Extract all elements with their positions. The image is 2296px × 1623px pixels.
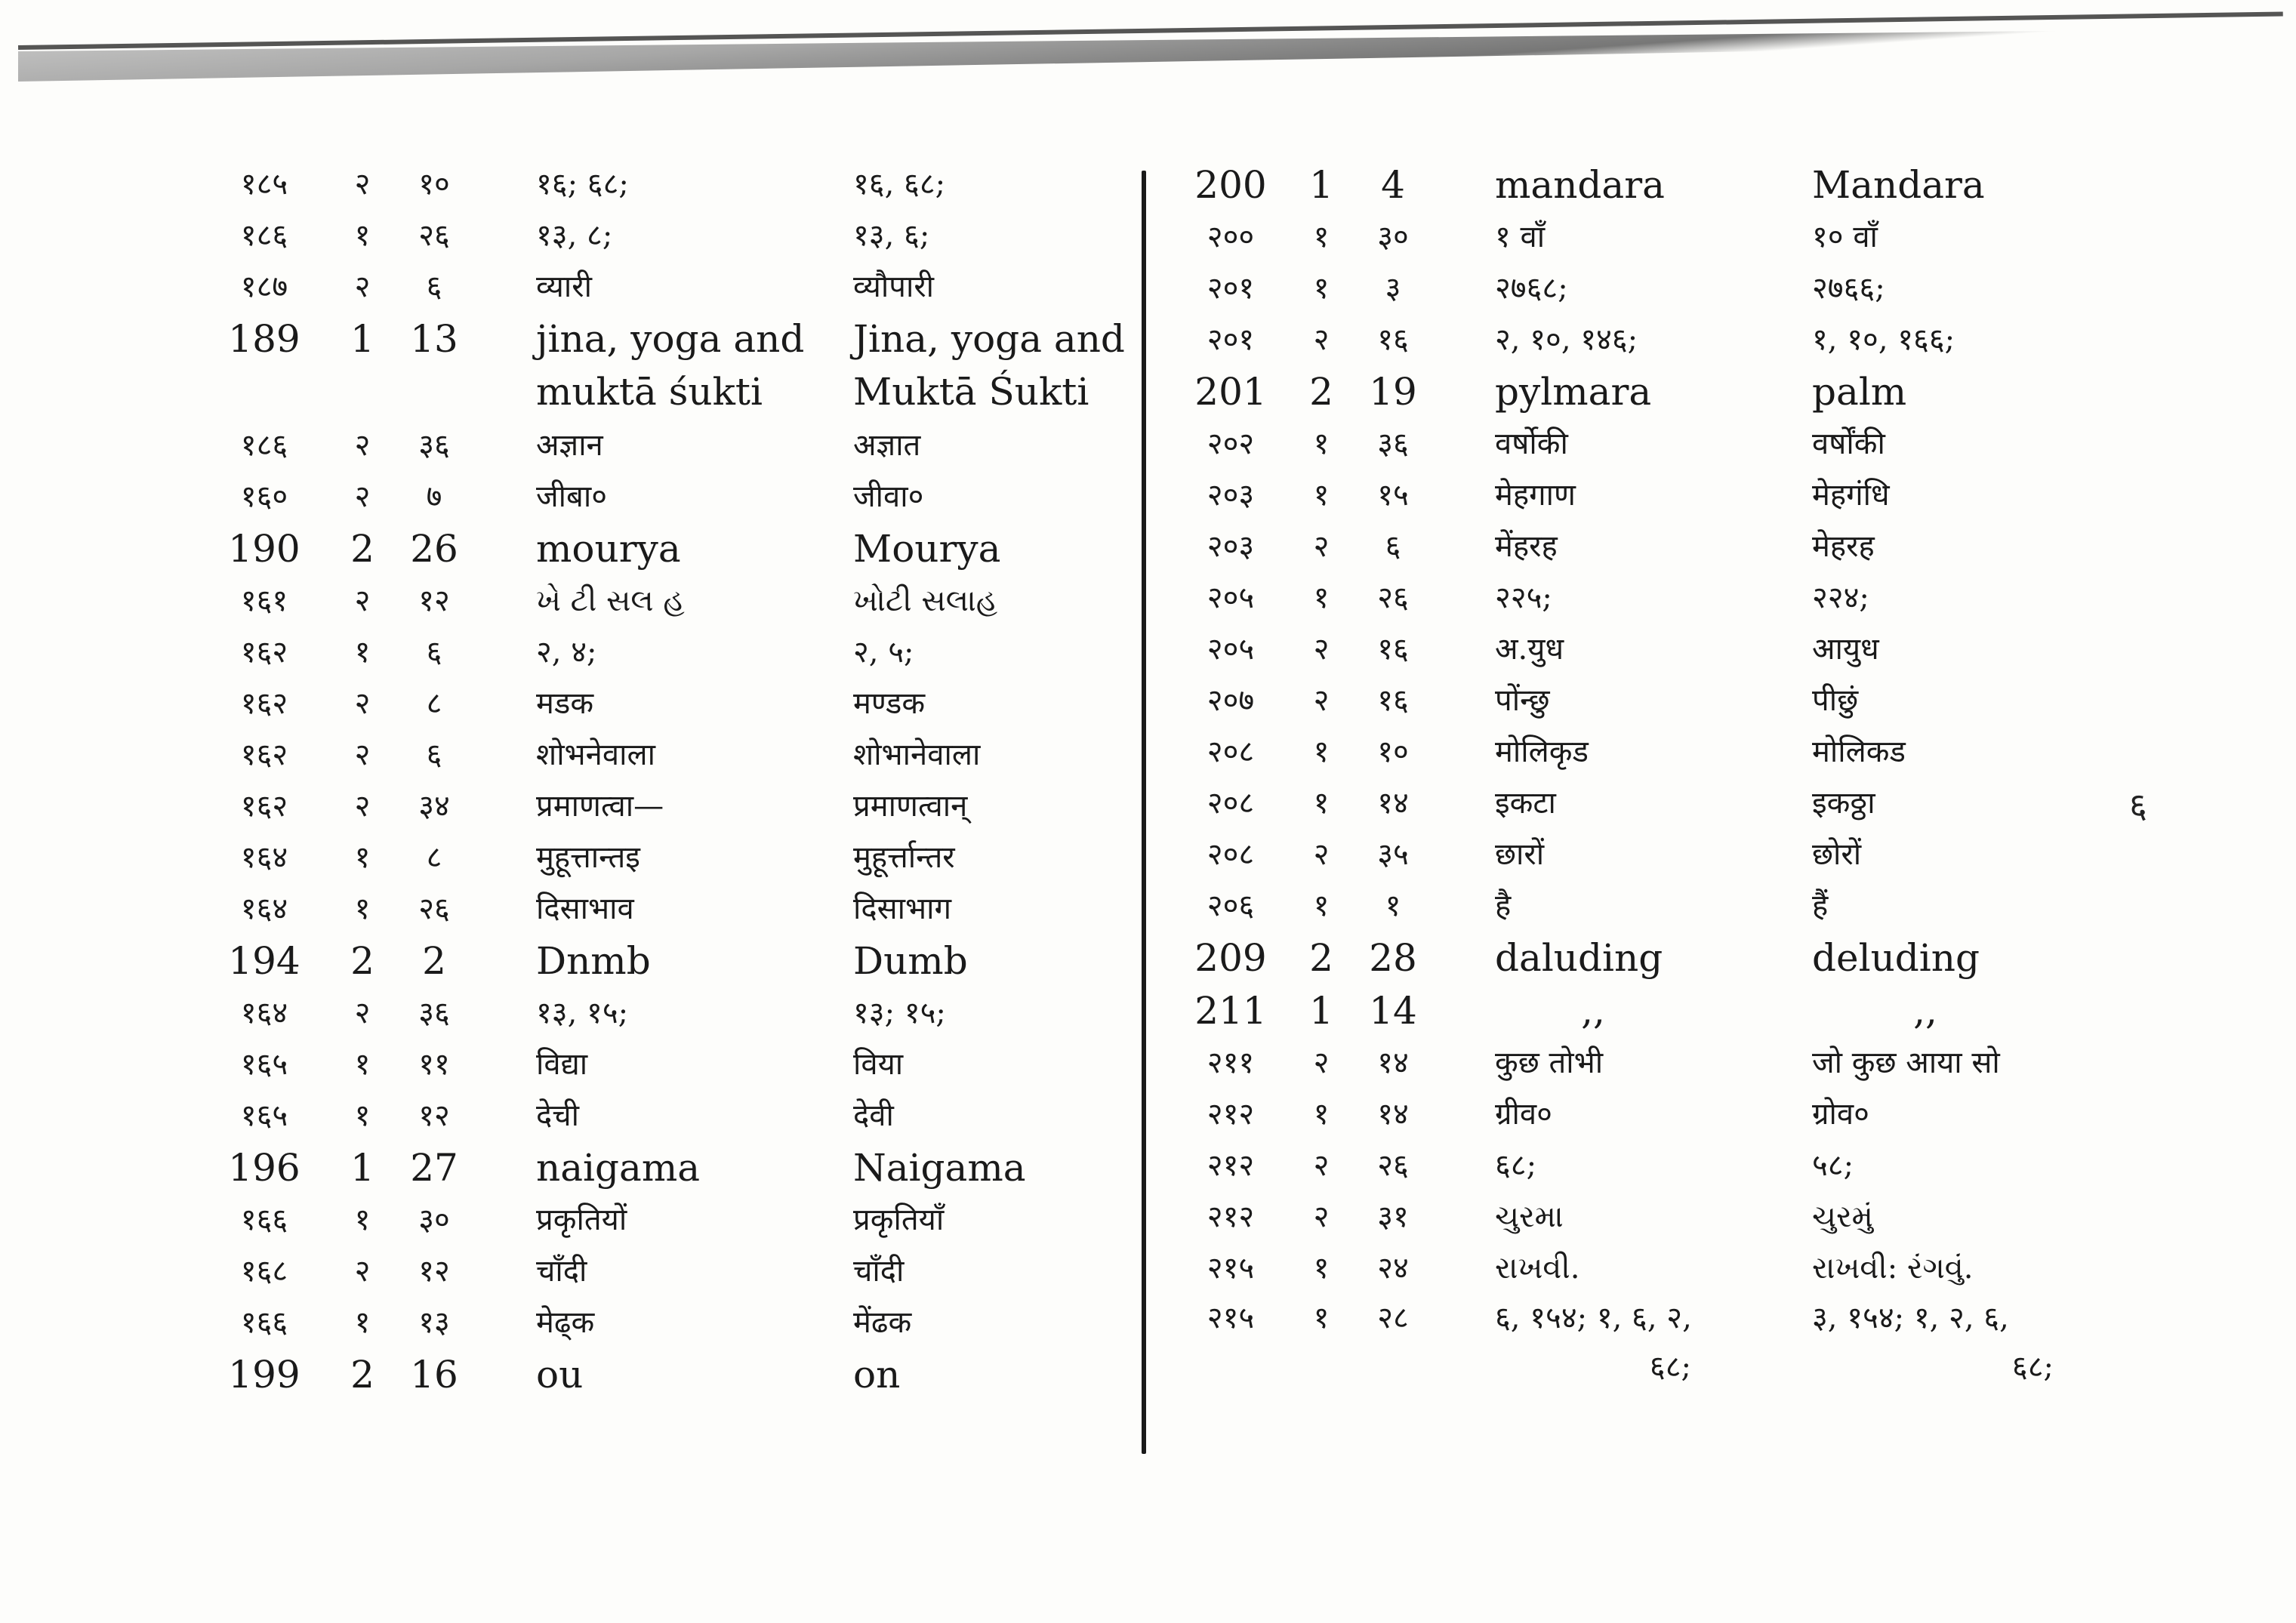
page-number: १८५ (240, 167, 288, 202)
page-number: २१५ (1207, 1301, 1255, 1335)
column-number: २ (1313, 1046, 1330, 1080)
line-number: २६ (1377, 1148, 1409, 1183)
correct-text: प्रकृतियाँ (853, 1203, 945, 1237)
line-number: 27 (410, 1146, 458, 1190)
column-number: १ (354, 635, 371, 670)
correct-text: शोभानेवाला (853, 738, 981, 772)
page-number: २०१ (1207, 322, 1255, 357)
incorrect-text: छारों (1495, 837, 1545, 872)
page-number: २०५ (1207, 581, 1255, 615)
errata-row (1178, 624, 2084, 675)
column-number: 2 (350, 527, 374, 571)
page-number: १६४ (240, 840, 288, 875)
incorrect-text: इकटा (1495, 786, 1556, 821)
correct-text: व्यौपारी (853, 269, 935, 304)
line-number: ३४ (418, 789, 450, 824)
incorrect-text: प्रकृतियों (536, 1203, 627, 1237)
incorrect-text: मडक (536, 686, 594, 721)
line-number: २६ (418, 218, 450, 253)
line-number: 28 (1369, 936, 1417, 980)
incorrect-text: २७६८; (1495, 271, 1568, 306)
correct-text: ५८; (1812, 1148, 1854, 1183)
line-number: १६ (1377, 683, 1409, 718)
errata-row (211, 987, 1148, 1039)
errata-row (1178, 1191, 2084, 1243)
page-number: 196 (228, 1146, 300, 1190)
page-number: २०८ (1207, 837, 1255, 872)
column-number: 1 (1309, 989, 1333, 1033)
column-number: २ (1313, 837, 1330, 872)
line-number: ३० (418, 1203, 450, 1237)
incorrect-text-continued: ६८; (1649, 1350, 1691, 1384)
column-number: 2 (350, 939, 374, 983)
incorrect-text: देची (536, 1098, 579, 1133)
line-number: १६ (1377, 322, 1409, 357)
column-number: 1 (350, 1146, 374, 1190)
line-number: ३५ (1377, 837, 1409, 872)
errata-row (1178, 572, 2084, 624)
column-number: २ (354, 167, 371, 202)
line-number: १४ (1377, 786, 1409, 821)
column-divider (1142, 171, 1146, 1454)
column-number: २ (354, 996, 371, 1030)
errata-row (211, 678, 1148, 729)
correct-text: ३, १५४; १, २, ६, (1812, 1301, 2009, 1335)
incorrect-text: व्यारी (536, 269, 592, 304)
page-number: १६६ (240, 1305, 288, 1340)
incorrect-text: वर्षोकी (1495, 427, 1568, 461)
correct-text: वर्षोंकी (1812, 427, 1885, 461)
correct-text: मेहगंधि (1812, 478, 1890, 513)
incorrect-text: मेढ्क (536, 1305, 595, 1340)
incorrect-text: Dnmb (536, 939, 651, 983)
correct-text: ખોટી સલાહ (853, 584, 998, 618)
correct-text: मेंढक (853, 1305, 912, 1340)
column-number: २ (1313, 683, 1330, 718)
page-number: १६२ (240, 635, 288, 670)
errata-row (211, 1348, 1148, 1401)
errata-row (1178, 726, 2084, 778)
line-number: 4 (1381, 163, 1405, 207)
correct-text: प्रमाणत्वान् (853, 789, 968, 824)
incorrect-text: ६, १५४; १, ६, २, (1495, 1301, 1692, 1335)
correct-text: Dumb (853, 939, 968, 983)
line-number: 26 (410, 527, 458, 571)
page-number: १८७ (240, 269, 288, 304)
correct-text: अज्ञात (853, 428, 921, 463)
line-number: 16 (410, 1353, 458, 1397)
page-number: २१५ (1207, 1251, 1255, 1286)
column-number: २ (354, 269, 371, 304)
line-number: ८ (426, 686, 442, 721)
correct-text: आयुध (1812, 632, 1879, 667)
errata-row (211, 1090, 1148, 1141)
column-number: १ (1313, 478, 1330, 513)
incorrect-text: १ वाँ (1495, 220, 1546, 254)
errata-row (211, 1246, 1148, 1297)
column-number: १ (1313, 786, 1330, 821)
correct-text: palm (1812, 370, 1907, 414)
incorrect-text: mourya (536, 527, 681, 571)
line-number: १० (418, 167, 450, 202)
incorrect-text: जीबा० (536, 479, 608, 514)
page-number: २०७ (1207, 683, 1255, 718)
column-number: १ (354, 1047, 371, 1082)
column-number: 2 (1309, 370, 1333, 414)
errata-table-left (211, 159, 1148, 1401)
correct-text: २७६६; (1812, 271, 1885, 306)
line-number: १४ (1377, 1046, 1409, 1080)
incorrect-text: मोलिकृड (1495, 735, 1589, 769)
page-number: १६२ (240, 686, 288, 721)
correct-text: ,, (1913, 989, 1937, 1033)
errata-row (211, 522, 1148, 575)
page-number: 211 (1194, 989, 1267, 1033)
correct-text: १३, ६; (853, 218, 930, 253)
errata-row (211, 313, 1148, 420)
correct-text: Mandara (1812, 163, 1985, 207)
incorrect-text: ६८; (1495, 1148, 1537, 1183)
column-number: २ (1313, 1148, 1330, 1183)
errata-row (1178, 159, 2084, 211)
line-number: १२ (418, 1098, 450, 1133)
incorrect-text: २, १०, १४६; (1495, 322, 1638, 357)
line-number: ६ (426, 269, 442, 304)
errata-row (1178, 418, 2084, 470)
errata-row (211, 159, 1148, 210)
incorrect-text: ou (536, 1353, 584, 1397)
correct-text: २२४; (1812, 581, 1869, 615)
column-number: 2 (1309, 936, 1333, 980)
errata-row (1178, 521, 2084, 572)
line-number: ८ (426, 840, 442, 875)
correct-text: हैं (1812, 888, 1829, 923)
page-number: १८६ (240, 218, 288, 253)
correct-text-continued: ६८; (2011, 1350, 2054, 1384)
correct-text: on (853, 1353, 901, 1397)
correct-text: जीवा० (853, 479, 924, 514)
errata-row (211, 883, 1148, 935)
errata-row (1178, 880, 2084, 932)
correct-text: ચુરમું (1812, 1200, 1873, 1234)
page-number: २०० (1207, 220, 1255, 254)
errata-row (211, 781, 1148, 832)
errata-row (211, 729, 1148, 781)
margin-page-mark: ६ (2129, 785, 2147, 826)
page-number: २११ (1207, 1046, 1255, 1080)
incorrect-text: अज्ञान (536, 428, 603, 463)
page-number: १६४ (240, 996, 288, 1030)
correct-text: देवी (853, 1098, 894, 1133)
page-number: १६५ (240, 1098, 288, 1133)
page-number: २०१ (1207, 271, 1255, 306)
column-number: २ (354, 479, 371, 514)
page-number: २०२ (1207, 427, 1255, 461)
incorrect-text: mandara (1495, 163, 1665, 207)
page-number: 194 (228, 939, 300, 983)
line-number: २८ (1377, 1301, 1409, 1335)
line-number: १३ (418, 1305, 450, 1340)
incorrect-text: naigama (536, 1146, 701, 1190)
incorrect-text: चाँदी (536, 1254, 587, 1289)
correct-text: १० वाँ (1812, 220, 1878, 254)
errata-row (1178, 211, 2084, 263)
column-number: २ (354, 789, 371, 824)
correct-text: १, १०, १६६; (1812, 322, 1955, 357)
errata-row (1178, 1089, 2084, 1140)
errata-row (1178, 1294, 2084, 1392)
page-number: 190 (228, 527, 300, 571)
page-number: १८६ (240, 428, 288, 463)
column-number: २ (354, 428, 371, 463)
column-number: २ (354, 738, 371, 772)
line-number: १० (1377, 735, 1409, 769)
incorrect-text: ग्रीव० (1495, 1097, 1552, 1132)
errata-row (211, 1194, 1148, 1246)
page-number: २०३ (1207, 529, 1255, 564)
column-number: 2 (350, 1353, 374, 1397)
errata-row (1178, 263, 2084, 314)
column-number: १ (354, 1098, 371, 1133)
column-number: १ (1313, 427, 1330, 461)
line-number: ३० (1377, 220, 1409, 254)
page-number: २०८ (1207, 786, 1255, 821)
incorrect-text: १६; ६८; (536, 167, 629, 202)
errata-row (1178, 932, 2084, 984)
page-number: 199 (228, 1353, 300, 1397)
correct-text: १३; १५; (853, 996, 946, 1030)
line-number: ६ (1385, 529, 1401, 564)
errata-row (211, 261, 1148, 313)
errata-row (211, 832, 1148, 883)
correct-text: दिसाभाग (853, 892, 951, 926)
incorrect-text: jina, yoga and muktā śukti (536, 317, 805, 414)
page-number: १६६ (240, 1203, 288, 1237)
errata-row (211, 1039, 1148, 1090)
errata-row (1178, 365, 2084, 418)
column-number: १ (1313, 581, 1330, 615)
column-number: १ (1313, 735, 1330, 769)
incorrect-text: अ.युध (1495, 632, 1564, 667)
incorrect-text: विद्या (536, 1047, 588, 1082)
incorrect-text: है (1495, 888, 1512, 923)
column-number: २ (354, 584, 371, 618)
errata-row (1178, 778, 2084, 829)
correct-text: छोरों (1812, 837, 1862, 872)
incorrect-text: ખે ટી સલ હ (536, 584, 685, 618)
correct-text: मोलिकड (1812, 735, 1906, 769)
errata-row (211, 1141, 1148, 1194)
line-number: २४ (1377, 1251, 1409, 1286)
incorrect-text: पोंन्छु (1495, 683, 1550, 718)
page-number: २१२ (1207, 1097, 1255, 1132)
incorrect-text: રાખવી. (1495, 1251, 1580, 1286)
column-number: १ (1313, 271, 1330, 306)
line-number: 13 (410, 317, 458, 361)
column-number: २ (1313, 1200, 1330, 1234)
column-number: २ (1313, 632, 1330, 667)
correct-text: २, ५; (853, 635, 914, 670)
errata-row (1178, 984, 2084, 1037)
line-number: 14 (1369, 989, 1417, 1033)
column-number: १ (354, 218, 371, 253)
correct-text: १६, ६८; (853, 167, 946, 202)
column-number: १ (1313, 1097, 1330, 1132)
page-number: २१२ (1207, 1200, 1255, 1234)
line-number: ६ (426, 738, 442, 772)
errata-row (1178, 314, 2084, 365)
page-number: १६४ (240, 892, 288, 926)
line-number: १२ (418, 584, 450, 618)
correct-text: Jina, yoga and Muktā Śukti (853, 317, 1125, 414)
incorrect-text: daluding (1495, 936, 1663, 980)
column-number: 1 (350, 317, 374, 361)
column-number: १ (1313, 1301, 1330, 1335)
page-number: २०८ (1207, 735, 1255, 769)
line-number: ६ (426, 635, 442, 670)
line-number: ३६ (1377, 427, 1409, 461)
line-number: २६ (418, 892, 450, 926)
page-number: १६१ (240, 584, 288, 618)
errata-row (1178, 675, 2084, 726)
line-number: ७ (426, 479, 442, 514)
column-number: 1 (1309, 163, 1333, 207)
column-number: १ (354, 1203, 371, 1237)
errata-row (211, 575, 1148, 627)
page-number: 200 (1194, 163, 1267, 207)
line-number: ३ (1385, 271, 1401, 306)
incorrect-text: ,, (1581, 989, 1605, 1033)
correct-text: पीछुं (1812, 683, 1859, 718)
column-number: १ (354, 1305, 371, 1340)
line-number: १६ (1377, 632, 1409, 667)
errata-table-right (1178, 159, 2084, 1392)
line-number: ३१ (1377, 1200, 1409, 1234)
incorrect-text: मेंहरह (1495, 529, 1558, 564)
line-number: १ (1385, 888, 1401, 923)
correct-text: રાખવી: રંગવું. (1812, 1251, 1974, 1286)
correct-text: Naigama (853, 1146, 1026, 1190)
column-number: २ (1313, 322, 1330, 357)
page-number: १६५ (240, 1047, 288, 1082)
errata-row (211, 627, 1148, 678)
column-number: २ (1313, 529, 1330, 564)
errata-row (211, 471, 1148, 522)
incorrect-text: १३, ८; (536, 218, 613, 253)
incorrect-text: १३, १५; (536, 996, 629, 1030)
line-number: १२ (418, 1254, 450, 1289)
errata-row (1178, 1140, 2084, 1191)
correct-text: मेहरह (1812, 529, 1875, 564)
correct-text: इकठ्ठा (1812, 786, 1875, 821)
column-number: २ (354, 1254, 371, 1289)
page-number: १६२ (240, 738, 288, 772)
correct-text: मुहूर्त्तान्तर (853, 840, 955, 875)
incorrect-text: २२५; (1495, 581, 1552, 615)
correct-text: deluding (1812, 936, 1980, 980)
incorrect-text: दिसाभाव (536, 892, 634, 926)
page-number: १६२ (240, 789, 288, 824)
column-number: १ (354, 840, 371, 875)
line-number: 19 (1369, 370, 1417, 414)
errata-row (1178, 470, 2084, 521)
line-number: 2 (422, 939, 446, 983)
incorrect-text: प्रमाणत्वा— (536, 789, 664, 824)
line-number: १५ (1377, 478, 1409, 513)
correct-text: ग्रोव० (1812, 1097, 1869, 1132)
column-number: २ (354, 686, 371, 721)
correct-text: विया (853, 1047, 904, 1082)
errata-row (211, 935, 1148, 987)
line-number: २६ (1377, 581, 1409, 615)
page-number: १६० (240, 479, 288, 514)
incorrect-text: २, ४; (536, 635, 597, 670)
column-number: १ (1313, 220, 1330, 254)
errata-row (211, 420, 1148, 471)
errata-row (1178, 829, 2084, 880)
page-number: २०६ (1207, 888, 1255, 923)
page-number: 189 (228, 317, 300, 361)
incorrect-text: ચુરમા (1495, 1200, 1564, 1234)
line-number: ११ (418, 1047, 450, 1082)
page-number: २१२ (1207, 1148, 1255, 1183)
page-number: १६८ (240, 1254, 288, 1289)
correct-text: चाँदी (853, 1254, 905, 1289)
correct-text: Mourya (853, 527, 1001, 571)
errata-row (211, 1297, 1148, 1348)
page-number: 209 (1194, 936, 1267, 980)
errata-row (211, 210, 1148, 261)
correct-text: मण्डक (853, 686, 926, 721)
incorrect-text: मेहगाण (1495, 478, 1576, 513)
incorrect-text: मुहूत्तान्तइ (536, 840, 640, 875)
line-number: १४ (1377, 1097, 1409, 1132)
incorrect-text: कुछ तोभी (1495, 1046, 1604, 1080)
column-number: १ (1313, 888, 1330, 923)
errata-row (1178, 1037, 2084, 1089)
errata-row (1178, 1243, 2084, 1294)
page-number: 201 (1194, 370, 1267, 414)
line-number: ३६ (418, 428, 450, 463)
incorrect-text: pylmara (1495, 370, 1652, 414)
correct-text: जो कुछ आया सो (1812, 1046, 2000, 1080)
line-number: ३६ (418, 996, 450, 1030)
page-number: २०५ (1207, 632, 1255, 667)
column-number: १ (354, 892, 371, 926)
column-number: १ (1313, 1251, 1330, 1286)
incorrect-text: शोभनेवाला (536, 738, 655, 772)
page-number: २०३ (1207, 478, 1255, 513)
